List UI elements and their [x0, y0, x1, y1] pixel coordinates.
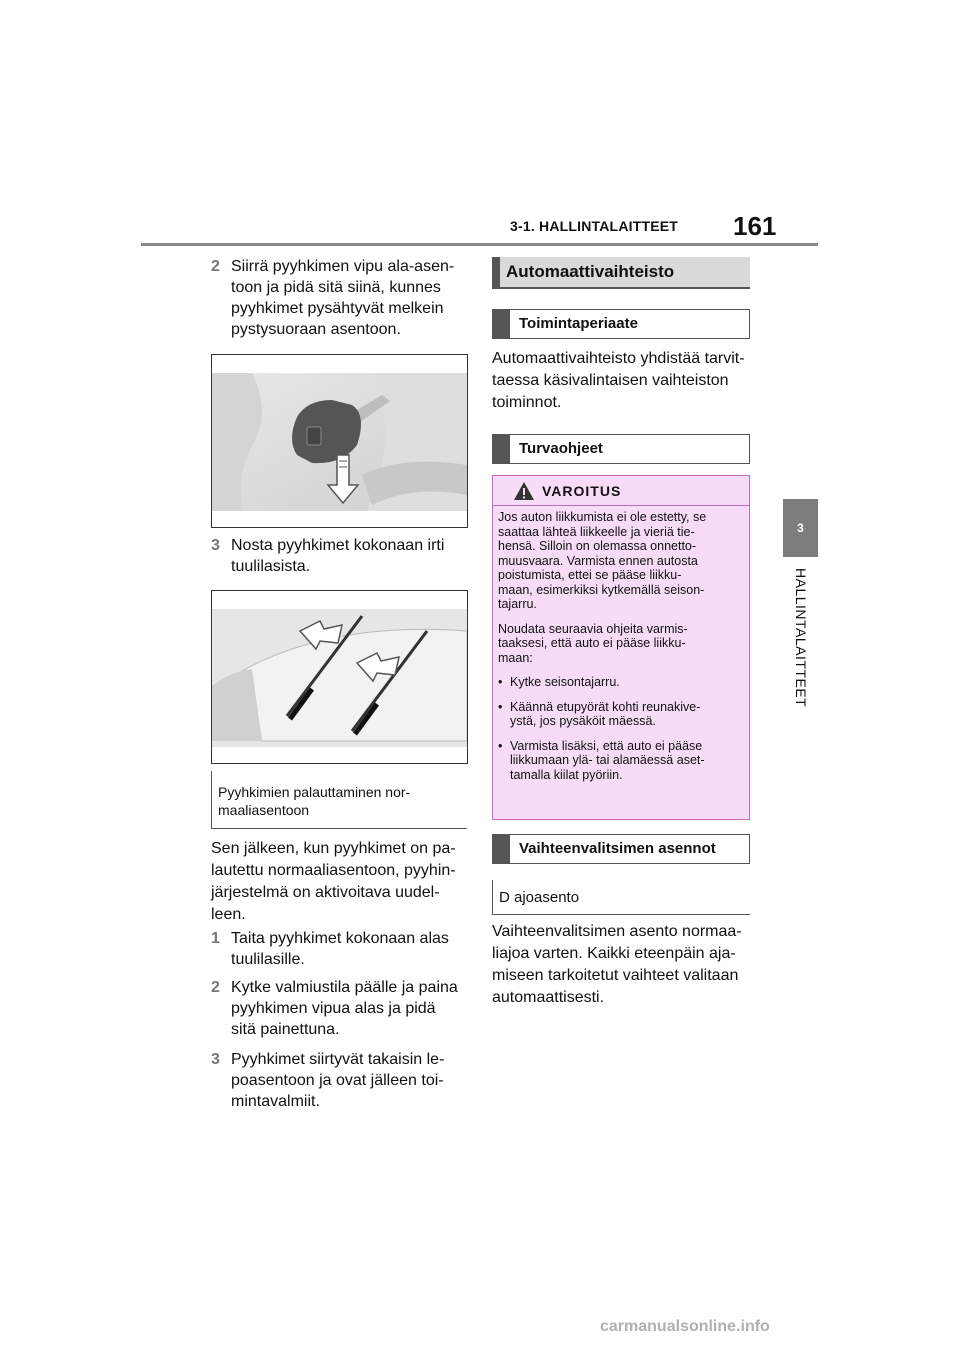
- heading-bar: [492, 257, 500, 287]
- step-number: 3: [211, 537, 220, 554]
- windshield-wipers-illustration: [211, 590, 468, 764]
- step-text-line: tuulilasille.: [231, 951, 305, 968]
- step-text-line: tuulilasista.: [231, 558, 311, 575]
- chapter-vertical-text: HALLINTALAITTEET: [793, 568, 809, 708]
- list-item: • Varmista lisäksi, että auto ei pääse liikkumaan ylä- tai alamäessä aset- tamalla kiilat pyöriin.: [498, 739, 744, 783]
- paragraph-line: Automaattivaihteisto yhdistää tarvit-: [492, 350, 745, 367]
- subheading-principle: [492, 309, 750, 339]
- step-number: 2: [211, 258, 220, 275]
- paragraph-drive-position: [492, 921, 754, 1009]
- paragraph-principle: [492, 348, 754, 414]
- paragraph-line: liajoa varten. Kaikki eteenpäin aja-: [492, 945, 736, 962]
- step-text-line: toon ja pidä sitä siinä, kunnes: [231, 279, 441, 296]
- subheading-selector-positions: [492, 834, 750, 864]
- step-text-line: poasentoon ja ovat jälleen toi-: [231, 1072, 444, 1089]
- heading-automatic-transmission: [492, 257, 750, 289]
- step-number: 2: [211, 979, 220, 996]
- watermark[interactable]: carmanualsonline.info: [600, 1318, 770, 1335]
- step-text-line: pyyhkimet pysähtyvät melkein: [231, 300, 444, 317]
- warning-bullet-list: [498, 675, 744, 782]
- warning-header: [493, 476, 749, 506]
- step-text-line: Pyyhkimet siirtyvät takaisin le-: [231, 1051, 445, 1068]
- paragraph-line: leen.: [211, 906, 246, 923]
- page-number: 161: [733, 211, 777, 241]
- wiper-lever-illustration: [211, 354, 468, 528]
- step-3-lift-wipers: [211, 535, 471, 579]
- step-number: 3: [211, 1051, 220, 1068]
- paragraph-line: lautettu normaaliasentoon, pyyhin-: [211, 862, 456, 879]
- paragraph-line: miseen tarkoitetut vaihteet valitaan: [492, 967, 739, 984]
- caption-line: maaliasentoon: [218, 802, 310, 818]
- step-text-line: pystysuoraan asentoon.: [231, 321, 401, 338]
- list-item: • Käännä etupyörät kohti reunakive- ystä, jos pysäköit mäessä.: [498, 700, 744, 729]
- step-text-line: pyyhkimen vipua alas ja pidä: [231, 1000, 436, 1017]
- windshield-wipers-drawing: [212, 591, 467, 763]
- step-text-line: Taita pyyhkimet kokonaan alas: [231, 930, 449, 947]
- warning-body: [498, 510, 744, 792]
- step-number: 1: [211, 930, 220, 947]
- paragraph-line: järjestelmä on aktivoitava uudel-: [211, 884, 440, 901]
- step-2-standby: [211, 977, 471, 1043]
- subheading-text: Turvaohjeet: [519, 440, 603, 457]
- paragraph-line: toiminnot.: [492, 394, 562, 411]
- chapter-tab[interactable]: 3: [783, 499, 818, 557]
- subheading-text: Toimintaperiaate: [519, 315, 638, 332]
- subheading-bar: [492, 309, 510, 339]
- subheading-bar: [492, 434, 510, 464]
- section-label: 3-1. HALLINTALAITTEET: [510, 218, 679, 234]
- subheading-bar: [492, 834, 510, 864]
- warning-box: [492, 475, 750, 820]
- step-text-line: Kytke valmiustila päälle ja paina: [231, 979, 458, 996]
- paragraph-line: Vaihteenvalitsimen asento normaa-: [492, 923, 742, 940]
- warning-triangle-icon: [513, 481, 535, 501]
- chapter-vertical-label: [786, 568, 816, 718]
- subheading-safety: [492, 434, 750, 464]
- step-2-lower-lever: [211, 256, 471, 340]
- list-item: • Kytke seisontajarru.: [498, 675, 744, 690]
- step-1-fold-wipers: [211, 928, 471, 972]
- heading-text: Automaattivaihteisto: [506, 262, 675, 281]
- paragraph-line: automaattisesti.: [492, 989, 605, 1006]
- subheading-drive-position: D ajoasento: [492, 880, 750, 915]
- warning-title: VAROITUS: [542, 483, 622, 499]
- subheading-text: Vaihteenvalitsimen asennot: [519, 840, 716, 857]
- warning-paragraph: Noudata seuraavia ohjeita varmis- taaksesi, että auto ei pääse liikku- maan:: [498, 621, 688, 665]
- header-rule: [141, 243, 818, 246]
- wiper-lever-drawing: [212, 355, 467, 527]
- step-text-line: mintavalmiit.: [231, 1093, 320, 1110]
- warning-paragraph: Jos auton liikkumista ei ole estetty, se saattaa lähteä liikkeelle ja vieriä tie- hensä. Silloin on olemassa onnetto- muusvaara. Varmista ennen autosta poistumista, ettei se pääse liikku- maan, esimerkiksi kytkemällä seison- tajarru.: [498, 510, 707, 611]
- step-text-line: sitä painettuna.: [231, 1021, 340, 1038]
- paragraph-reactivation: [211, 838, 471, 926]
- figure-caption: [211, 771, 467, 829]
- step-3-return-position: [211, 1049, 471, 1115]
- step-text-line: Nosta pyyhkimet kokonaan irti: [231, 537, 445, 554]
- paragraph-line: taessa käsivalintaisen vaihteiston: [492, 372, 729, 389]
- paragraph-line: Sen jälkeen, kun pyyhkimet on pa-: [211, 840, 456, 857]
- step-text-line: Siirrä pyyhkimen vipu ala-asen-: [231, 258, 455, 275]
- caption-line: Pyyhkimien palauttaminen nor-: [218, 784, 411, 800]
